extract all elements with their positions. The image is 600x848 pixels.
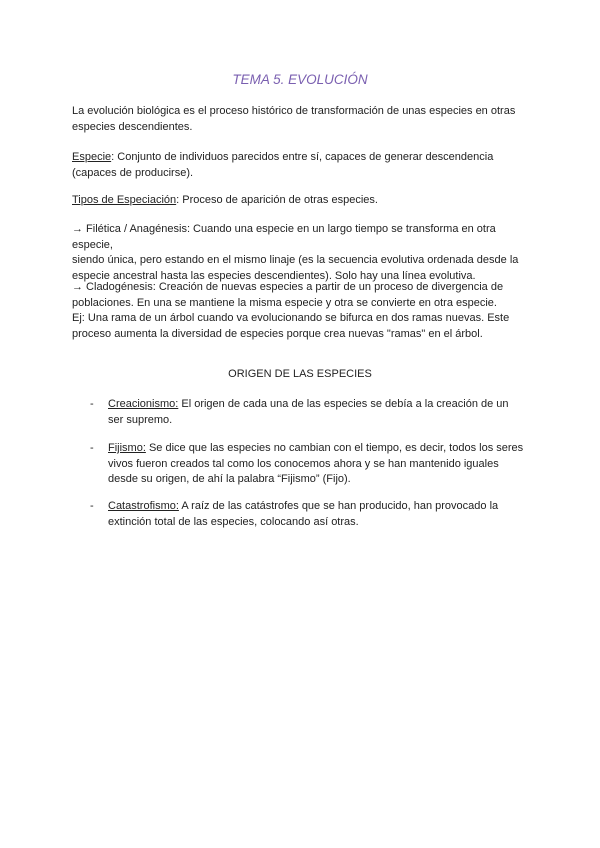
list-item-line: desde su origen, de ahí la palabra “Fijismo” (Fijo).	[108, 473, 351, 485]
list-item-fijismo	[90, 441, 530, 489]
list-item-line: extinción total de las especies, colocando así otras.	[108, 515, 359, 528]
list-dash: -	[90, 442, 94, 454]
filetica-line: → Filética / Anagénesis: Cuando una especie en un largo tiempo se transforma en otra especie,	[72, 223, 496, 251]
page-title: TEMA 5. EVOLUCIÓN	[232, 72, 368, 87]
especie-line: (capaces de producirse).	[72, 166, 194, 179]
tipos-definition	[72, 193, 532, 209]
list-item-line: ser supremo.	[108, 413, 173, 426]
cladogenesis-line: poblaciones. En una se mantiene la misma especie y otra se convierte en otra especie.	[72, 296, 497, 309]
filetica-line: siendo única, pero estando en el mismo linaje (es la secuencia evolutiva ordenada desde la	[72, 254, 519, 266]
tipos-line	[72, 193, 532, 209]
cladogenesis-line: proceso aumenta la diversidad de especies porque crea nuevas "ramas" en el árbol.	[72, 327, 483, 340]
list-item-line: vivos fueron creados tal como los conocemos ahora y se han mantenido iguales	[108, 457, 499, 470]
origen-heading: ORIGEN DE LAS ESPECIES	[228, 368, 372, 380]
intro-line: especies descendientes.	[72, 120, 193, 133]
cladogenesis-line: → Cladogénesis: Creación de nuevas especies a partir de un proceso de divergencia de	[72, 281, 504, 293]
tipos-text: : Proceso de aparición de otras especies.	[176, 194, 378, 206]
list-item-text	[108, 441, 528, 488]
list-item-creacionismo	[90, 397, 530, 429]
creacionismo-text: El origen de cada una de las especies se debía a la creación de un	[178, 398, 509, 410]
fijismo-term: Fijismo:	[108, 442, 146, 454]
especie-definition	[72, 150, 532, 181]
catastrofismo-term: Catastrofismo:	[108, 500, 179, 512]
filetica-paragraph	[72, 222, 532, 284]
list-item-text	[108, 499, 528, 530]
filetica-line: especie ancestral hasta las especies descendientes). Solo hay una línea evolutiva.	[72, 269, 476, 282]
especie-term: Especie	[72, 151, 112, 163]
intro-line: La evolución biológica es el proceso histórico de transformación de unas especies en otras	[72, 105, 516, 117]
cladogenesis-paragraph	[72, 280, 532, 342]
fijismo-text: Se dice que las especies no cambian con el tiempo, es decir, todos los seres	[145, 442, 524, 454]
intro-paragraph	[72, 104, 532, 135]
tipos-term: Tipos de Especiación	[72, 194, 177, 206]
list-item-line	[108, 499, 528, 515]
list-item-text	[108, 397, 528, 428]
especie-text: : Conjunto de individuos parecidos entre sí, capaces de generar descendencia	[111, 151, 494, 163]
cladogenesis-line: Ej: Una rama de un árbol cuando va evolucionando se bifurca en dos ramas nuevas. Este	[72, 312, 510, 324]
list-item-catastrofismo	[90, 499, 530, 531]
list-dash: -	[90, 500, 94, 512]
list-item-line	[108, 397, 528, 413]
creacionismo-term: Creacionismo:	[108, 398, 179, 410]
list-item-line	[108, 441, 528, 457]
list-dash: -	[90, 398, 94, 410]
catastrofismo-text: A raíz de las catástrofes que se han producido, han provocado la	[178, 500, 499, 512]
especie-line	[72, 150, 532, 166]
